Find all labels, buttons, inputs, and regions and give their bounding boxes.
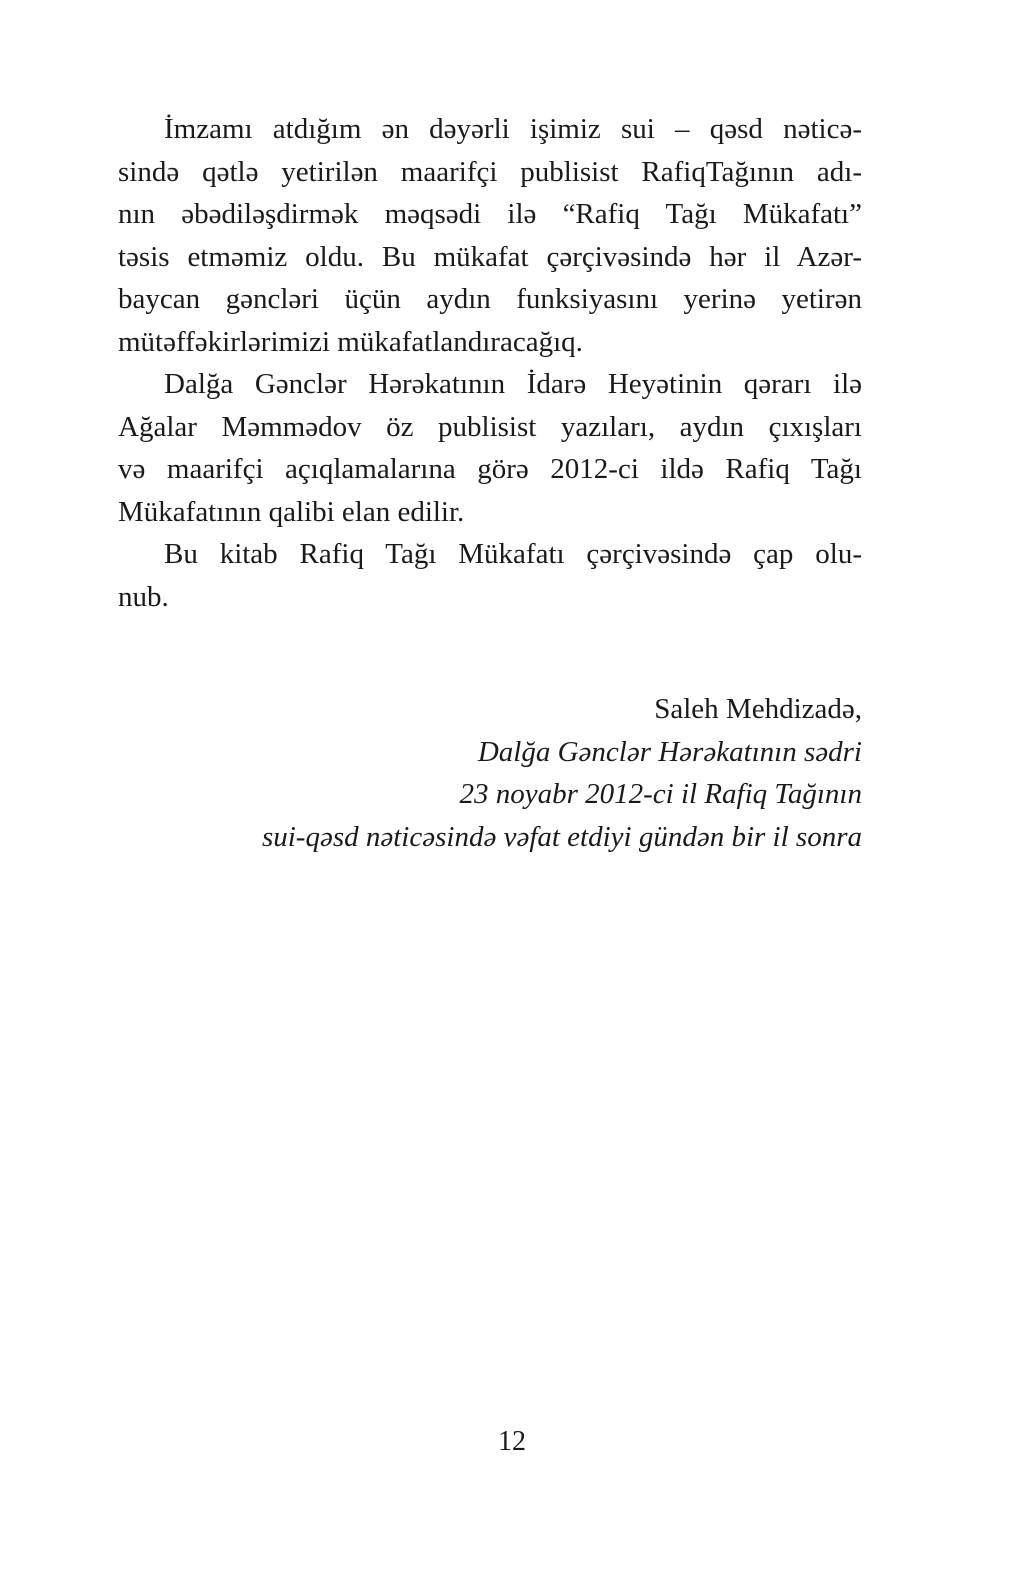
body-text [118, 108, 862, 618]
signature-block [162, 688, 862, 858]
paragraph-1-line-1: İmzamı atdığım ən dəyərli işimiz sui – qəsd nəticə- [164, 113, 862, 145]
paragraph-1-line-5: baycan gəncləri üçün aydın funksiyasını yerinə yetirən [118, 283, 862, 315]
page-number: 12 [498, 1426, 526, 1457]
signature-note: sui-qəsd nəticəsində vəfat etdiyi gündən bir il sonra [261, 820, 862, 853]
paragraph-3-line-1: Bu kitab Rafiq Tağı Mükafatı çərçivəsində çap olu- [164, 538, 862, 570]
paragraph-2-line-3: və maarifçi açıqlamalarına görə 2012-ci ildə Rafiq Tağı [118, 453, 862, 485]
paragraph-2-line-1: Dalğa Gənclər Hərəkatının İdarə Heyətinin qərarı ilə [164, 368, 862, 400]
paragraph-3-line-2: nub. [118, 580, 169, 613]
paragraph-1-line-3: nın əbədiləşdirmək məqsədi ilə “Rafiq Tağı Mükafatı” [118, 198, 862, 230]
paragraph-2-line-4: Mükafatının qalibi elan edilir. [118, 495, 465, 528]
paragraph-2-line-2: Ağalar Məmmədov öz publisist yazıları, aydın çıxışları [118, 410, 862, 443]
signature-date: 23 noyabr 2012-ci il Rafiq Tağının [459, 778, 862, 810]
paragraph-1-line-2: sində qətlə yetirilən maarifçi publisist RafiqTağının adı- [118, 155, 862, 188]
paragraph-1-line-6: mütəffəkirlərimizi mükafatlandıracağıq. [118, 325, 583, 358]
signature-role: Dalğa Gənclər Hərəkatının sədri [477, 735, 862, 768]
signature-name: Saleh Mehdizadə, [654, 693, 862, 725]
paragraph-1-line-4: təsis etməmiz oldu. Bu mükafat çərçivəsində hər il Azər- [118, 240, 862, 273]
